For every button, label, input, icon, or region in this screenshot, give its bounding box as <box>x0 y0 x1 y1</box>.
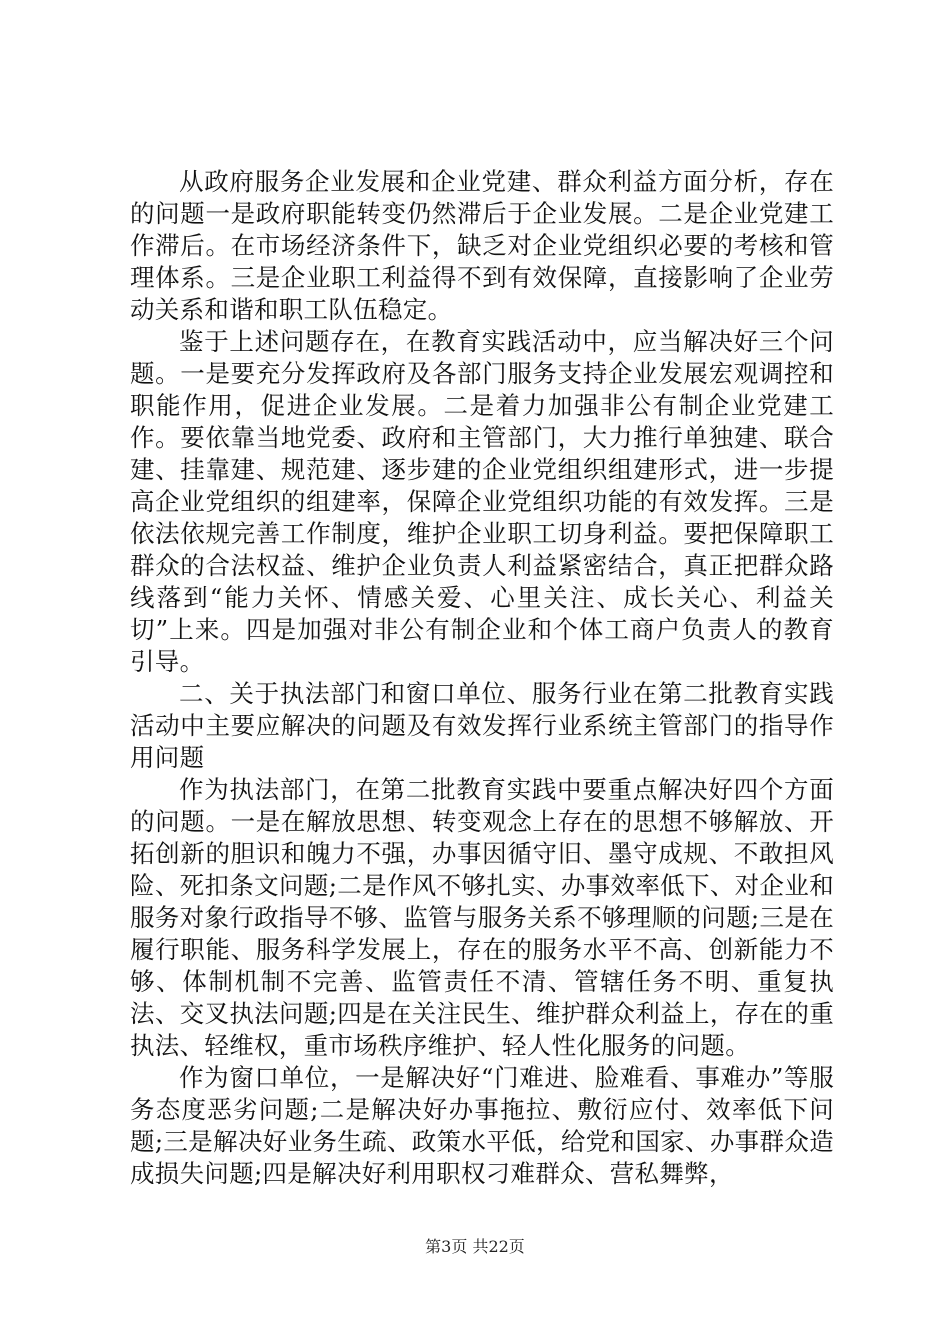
paragraph-analysis: 从政府服务企业发展和企业党建、群众利益方面分析，存在的问题一是政府职能转变仍然滞后于企业发展。二是企业党建工作滞后。在市场经济条件下，缺乏对企业党组织必要的考核和管理体系。三是企业职工利益得不到有效保障，直接影响了企业劳动关系和谐和职工队伍稳定。 <box>130 167 834 324</box>
paragraph-solutions: 鉴于上述问题存在，在教育实践活动中，应当解决好三个问题。一是要充分发挥政府及各部门服务支持企业发展宏观调控和职能作用，促进企业发展。二是着力加强非公有制企业党建工作。要依靠当地党委、政府和主管部门，大力推行单独建、联合建、挂靠建、规范建、逐步建的企业党组织组建形式，进一步提高企业党组织的组建率，保障企业党组织功能的有效发挥。三是依法依规完善工作制度，维护企业职工切身利益。要把保障职工群众的合法权益、维护企业负责人利益紧密结合，真正把群众路线落到“能力关怀、情感关爱、心里关注、成长关心、利益关切”上来。四是加强对非公有制企业和个体工商户负责人的教育引导。 <box>130 327 835 676</box>
paragraph-window-units: 作为窗口单位，一是解决好“门难进、脸难看、事难办”等服务态度恶劣问题;二是解决好办事拖拉、敷衍应付、效率低下问题;三是解决好业务生疏、政策水平低，给党和国家、办事群众造成损失问题;四是解决好利用职权刁难群众、营私舞弊， <box>130 1063 834 1188</box>
page-footer: 第3页 共22页 <box>425 1237 525 1256</box>
section-heading-law-enforcement: 二、关于执法部门和窗口单位、服务行业在第二批教育实践活动中主要应解决的问题及有效发挥行业系统主管部门的指导作用问题 <box>130 679 834 772</box>
body-text <box>130 166 834 1190</box>
paragraph-law-enforcement: 作为执法部门，在第二批教育实践中要重点解决好四个方面的问题。一是在解放思想、转变观念上存在的思想不够解放、开拓创新的胆识和魄力不强，办事因循守旧、墨守成规、不敢担风险、死扣条文问题;二是作风不够扎实、办事效率低下、对企业和服务对象行政指导不够、监管与服务关系不够理顺的问题;三是在履行职能、服务科学发展上，存在的服务水平不高、创新能力不够、体制机制不完善、监管责任不清、管辖任务不明、重复执法、交叉执法问题;四是在关注民生、维护群众利益上，存在的重执法、轻维权，重市场秩序维护、轻人性化服务的问题。 <box>130 775 834 1060</box>
